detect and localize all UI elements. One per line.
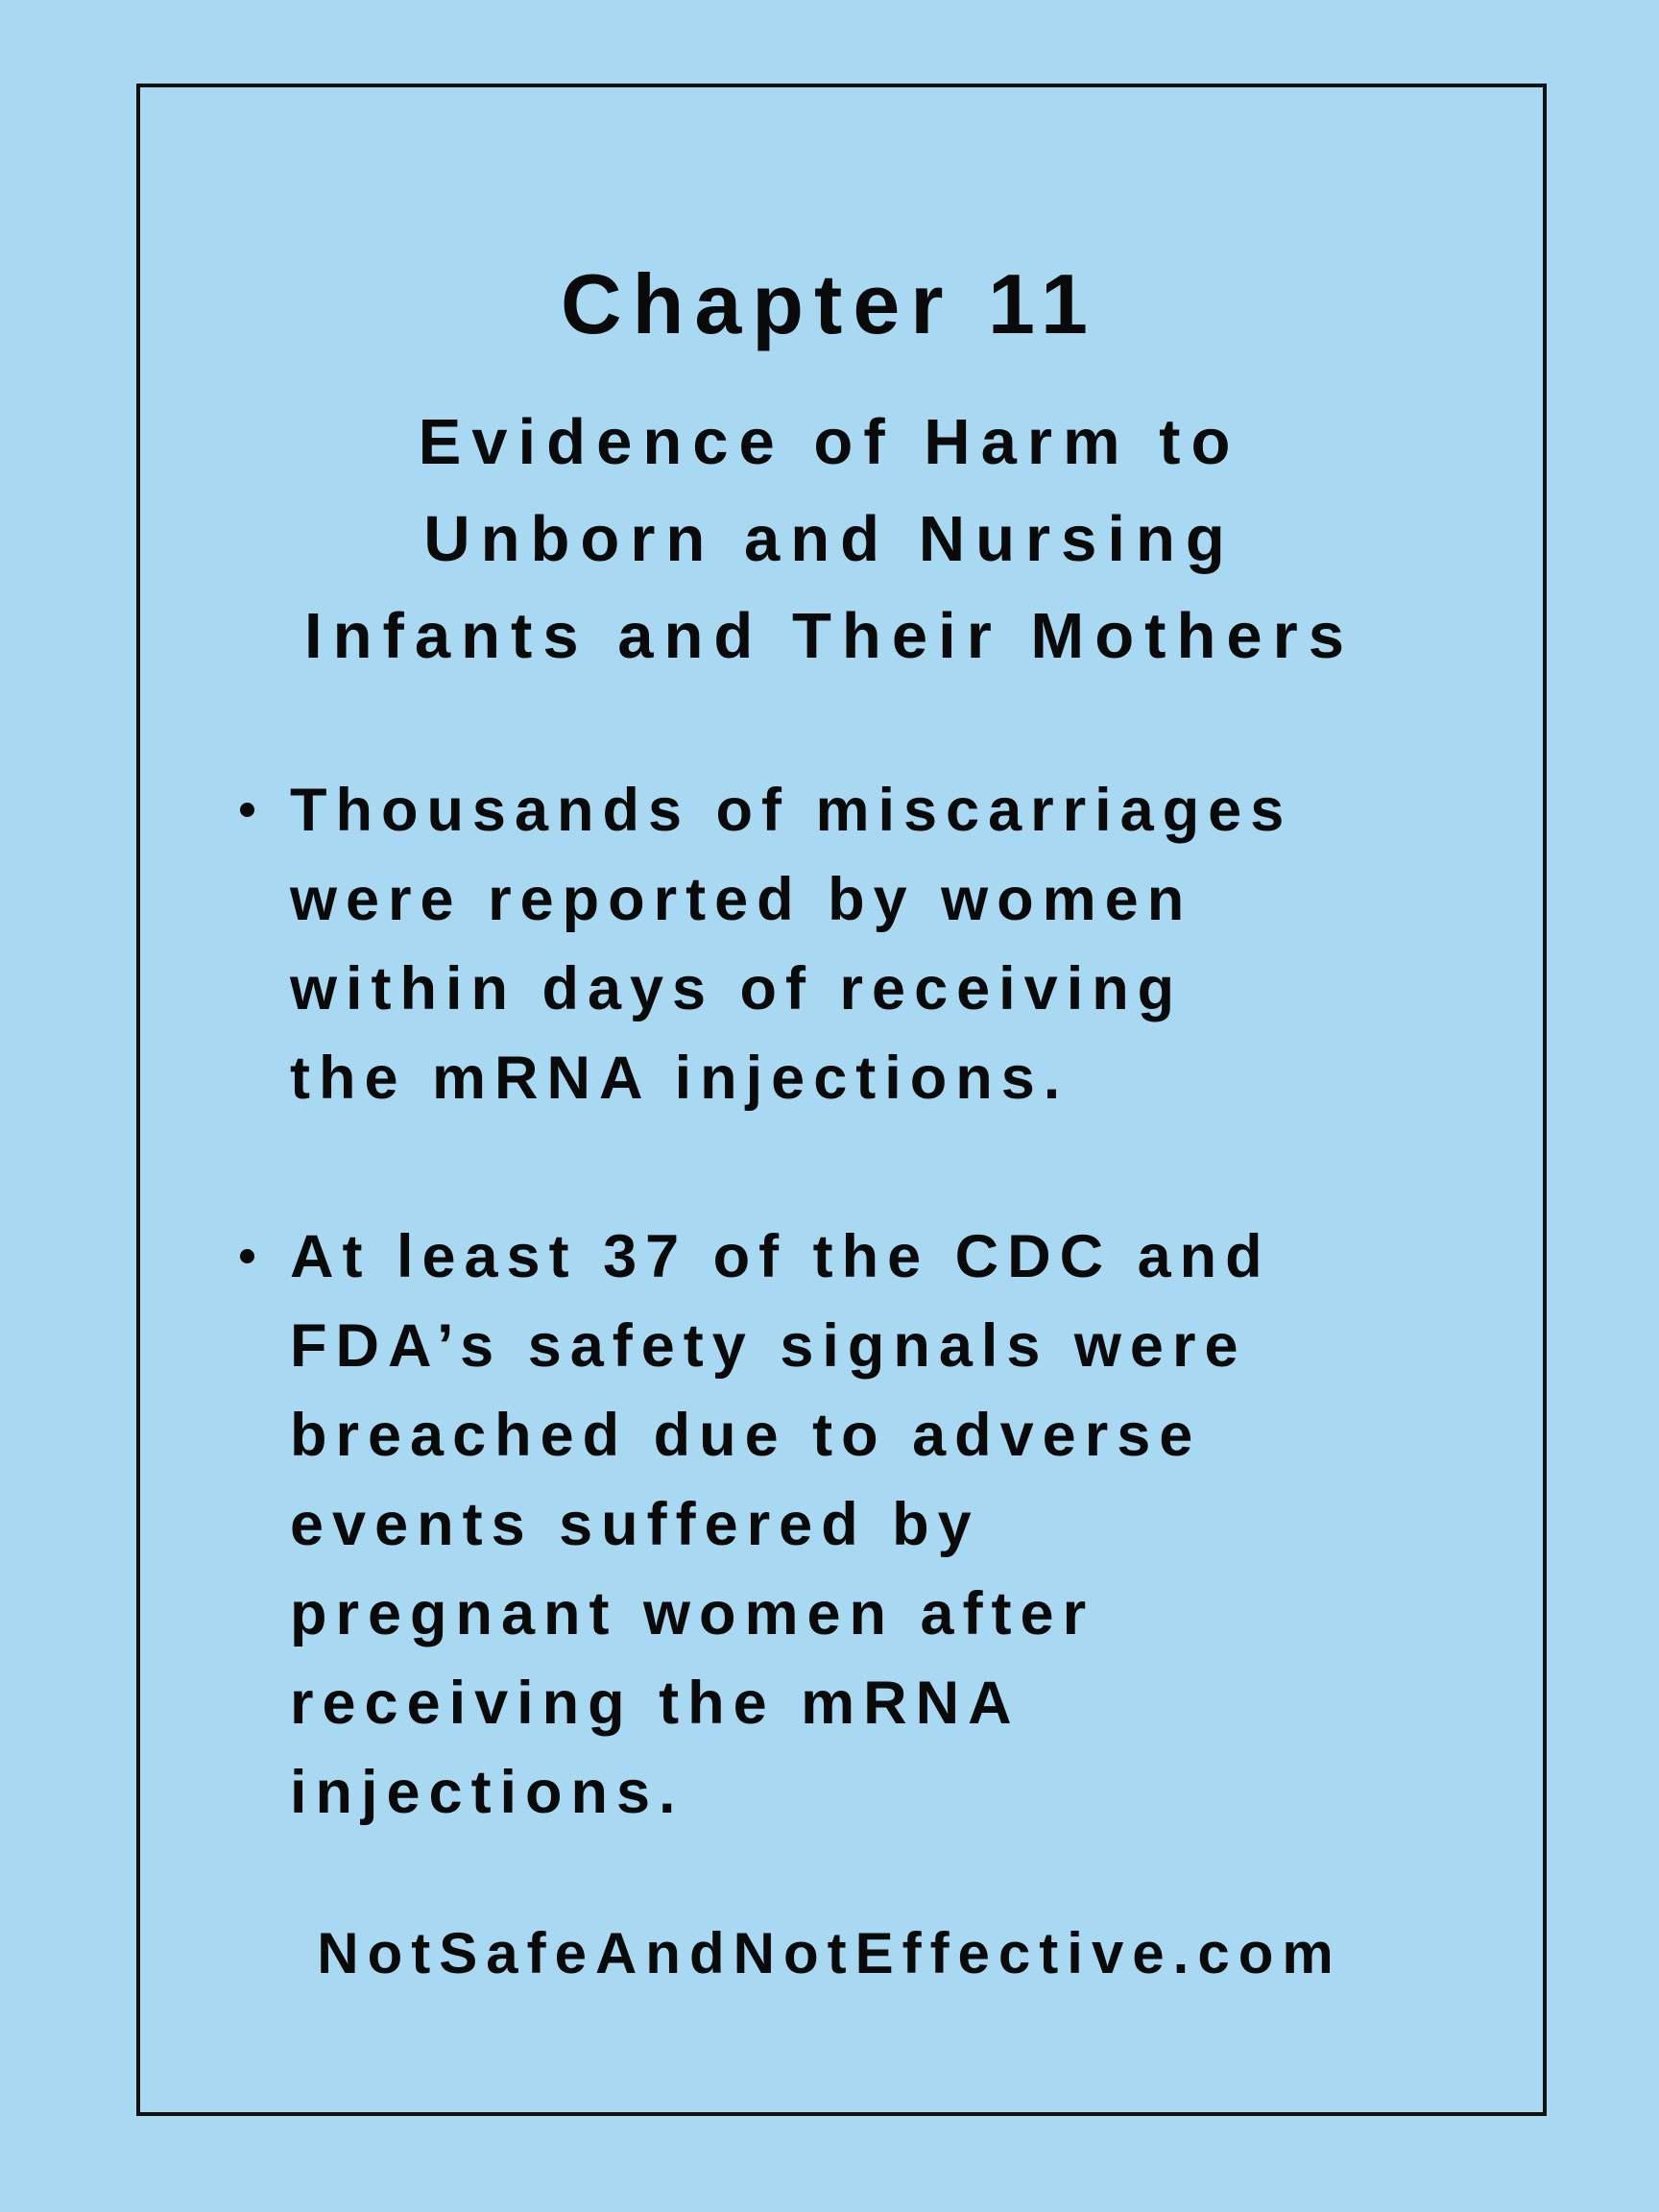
chapter-title: Chapter 11 [561,256,1098,351]
subtitle-line: Evidence of Harm to [418,406,1241,478]
bullet-item-safety-signals [240,1213,1488,1838]
chapter-subtitle [0,394,1659,685]
bullet-item-miscarriages [240,766,1488,1123]
bullet-line: pregnant women after [290,1580,1095,1647]
bullet-line: receiving the mRNA [290,1670,1021,1737]
bullet-line: the mRNA injections. [290,1045,1070,1112]
bullet-line: breached due to adverse [290,1402,1202,1469]
bullet-dot-icon [240,803,254,817]
bullet-text [290,766,1488,1123]
bullet-line: were reported by women [290,866,1193,933]
website-footer: NotSafeAndNotEffective.com [317,1921,1342,1985]
bullet-text [290,1213,1488,1838]
bullet-dot-icon [240,1249,254,1263]
bullet-line: injections. [290,1759,685,1826]
bullet-line: FDA’s safety signals were [290,1312,1247,1380]
subtitle-line: Unborn and Nursing [423,503,1236,575]
bullet-line: within days of receiving [290,955,1184,1022]
bullet-line: Thousands of miscarriages [290,777,1293,844]
subtitle-line: Infants and Their Mothers [304,600,1355,672]
bullet-line: events suffered by [290,1491,980,1558]
bullet-line: At least 37 of the CDC and [290,1223,1271,1290]
